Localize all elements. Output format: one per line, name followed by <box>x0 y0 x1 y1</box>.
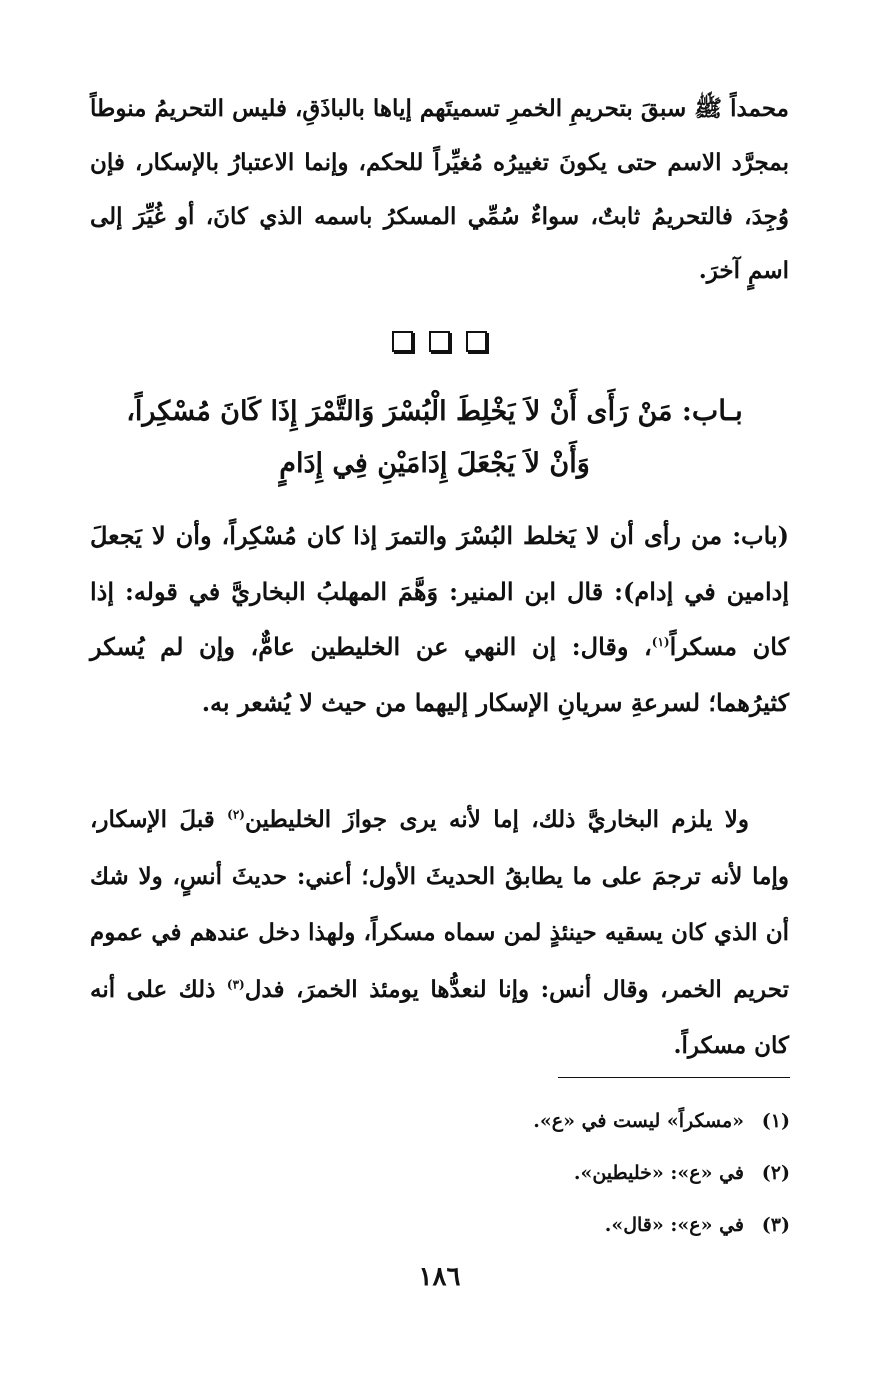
separator-square-icon <box>392 331 413 352</box>
footnote-item <box>200 1199 790 1251</box>
commentary-paragraph-2-part-3: ذلك على أنه كان مسكراً. <box>90 975 789 1059</box>
footnote-number: (٢) <box>761 1162 790 1184</box>
footnote-number: (١) <box>761 1110 790 1132</box>
commentary-paragraph-2-part-1: ولا يلزم البخاريَّ ذلك، إما لأنه يرى جوازَ الخليطين <box>244 806 749 833</box>
footnotes <box>200 1095 790 1251</box>
footnote-item <box>200 1095 790 1147</box>
commentary-paragraph-1-part-2: ، وقال: إن النهي عن الخليطين عامٌّ، وإن لم يُسكر كثيرُهما؛ لسرعةِ سريانِ الإسكار إليهما من حيث لا يُشعر به. <box>90 632 789 717</box>
commentary-paragraph-2 <box>90 792 789 1075</box>
chapter-title-line-1-text: : مَنْ رَأَى أَنْ لاَ يَخْلِطَ الْبُسْرَ وَالتَّمْرَ إِذَا كَانَ مُسْكِراً، <box>126 396 692 427</box>
section-separator <box>0 331 879 352</box>
chapter-bab-word: بـاب <box>691 394 743 427</box>
footnote-text: في «ع»: «قال». <box>604 1214 744 1236</box>
footnote-reference-3[interactable]: (٣) <box>226 976 245 991</box>
footnote-text: «مسكراً» ليست في «ع». <box>533 1110 744 1132</box>
footnote-divider <box>558 1077 790 1078</box>
commentary-paragraph-1 <box>90 508 789 730</box>
separator-square-icon <box>466 331 487 352</box>
footnote-reference-1[interactable]: (١) <box>651 635 670 649</box>
commentary-paragraph-2-part-2: قبلَ الإسكار، وإما لأنه ترجمَ على ما يطابقُ الحديثَ الأول؛ أعني: حديثَ أنسٍ، ولا شك أن الذي كان يسقيه حينئذٍ لمن سماه مسكراً، ولهذا دخل عندهم في عموم تحريم الخمر، وقال أنس: وإنا لنعدُّها يومئذ الخمرَ، فدل <box>90 806 789 1003</box>
footnote-number: (٣) <box>761 1214 790 1236</box>
chapter-title-line-2: وَأَنْ لاَ يَجْعَلَ إِدَامَيْنِ فِي إِدَامٍ <box>279 448 590 479</box>
footnote-item <box>200 1147 790 1199</box>
chapter-title-line-1 <box>70 385 799 438</box>
chapter-heading <box>70 385 799 490</box>
intro-paragraph: محمداً ﷺ سبقَ بتحريمِ الخمرِ تسميتَهم إياها بالباذَقِ، فليس التحريمُ منوطاً بمجرَّد الاسم حتى يكونَ تغييرُه مُغيِّراً للحكم، وإنما الاعتبارُ بالإسكار، فإن وُجِدَ، فالتحريمُ ثابتٌ، سواءٌ سُمِّي المسكرُ باسمه الذي كانَ، أو غُيِّرَ إلى اسمٍ آخرَ. <box>90 95 789 284</box>
footnote-reference-2[interactable]: (٢) <box>227 807 245 822</box>
footnote-text: في «ع»: «خليطين». <box>573 1162 744 1184</box>
separator-square-icon <box>429 331 450 352</box>
page-number: ١٨٦ <box>418 1262 461 1292</box>
commentary-paragraph-1-part-1: (باب: من رأى أن لا يَخلط البُسْرَ والتمرَ إذا كان مُسْكِراً، وأن لا يَجعلَ إدامين في إدام): قال ابن المنير: وَهَّمَ المهلبُ البخاريَّ في قوله: إذا كان مسكراً <box>90 521 789 661</box>
